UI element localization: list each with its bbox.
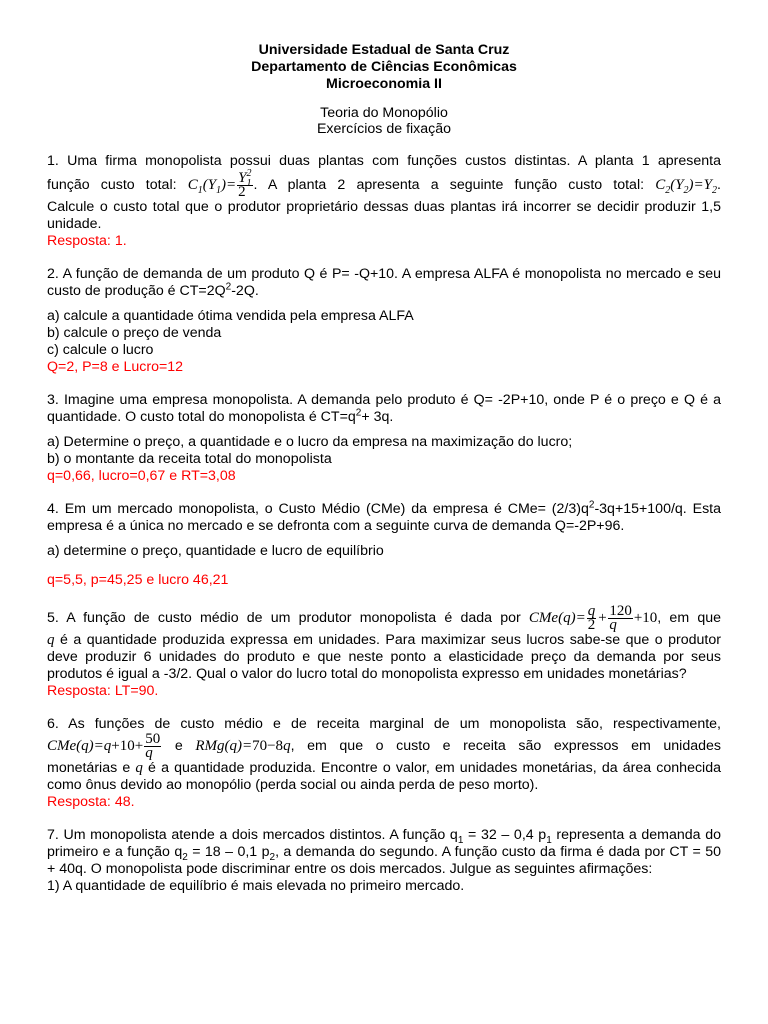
q4-item-a: a) determine o preço, quantidade e lucro de equilíbrio <box>47 543 384 559</box>
q2-item-c: c) calcule o lucro <box>47 342 154 358</box>
q3-answer: q=0,66, lucro=0,67 e RT=3,08 <box>47 468 236 484</box>
q5-body: q é a quantidade produzida expressa em unidades. Para maximizar seus lucros sabe-se que o produtor deve produzir 6 unidades do produto e que neste ponto a elasticidade preço da demanda por seus produtos é igual a -3/2. Qual o valor do lucro total do monopolista expresso em unidades monetárias? <box>47 632 721 683</box>
q3-text: 3. Imagine uma empresa monopolista. A demanda pelo produto é Q= -2P+10, onde P é o preço e Q é a quantidade. O custo total do monopolista é $CT=q^2+ 3q$. <box>47 392 721 425</box>
q2-answer: Q=2, P=8 e Lucro=12 <box>47 359 184 375</box>
question-2 <box>47 266 721 376</box>
topic-title: Teoria do Monopólio <box>320 105 448 121</box>
question-6 <box>47 716 721 811</box>
q1-mid: . A planta 2 apresenta a seguinte função custo total: <box>253 176 645 193</box>
q5-answer: Resposta: LT=90. <box>47 683 159 700</box>
subtitle: Exercícios de fixação <box>316 121 452 137</box>
question-7 <box>47 827 721 895</box>
q3-item-b: b) o montante da receita total do monopolista <box>47 451 332 467</box>
document-page <box>47 42 721 895</box>
q1-answer: Resposta: 1. <box>47 233 127 249</box>
q4-answer: q=5,5, p=45,25 e lucro 46,21 <box>47 572 229 588</box>
q1-line3: Calcule o custo total que o produtor proprietário dessas duas plantas irá incorrer se decidir produzir 1,5 unidade. <box>47 199 721 232</box>
question-4 <box>47 501 721 589</box>
question-1 <box>47 153 721 250</box>
question-3 <box>47 392 721 485</box>
q6-line1: 6. As funções de custo médio e de receita marginal de um monopolista são, respectivamente, <box>47 716 721 733</box>
q6-answer: Resposta: 48. <box>47 794 135 811</box>
q6-formula-cme: CMe(q)=q+10+ $\frac{50}{q}$ <box>47 731 161 762</box>
q4-text: 4. Em um mercado monopolista, o Custo Médio (CMe) da empresa é $CMe= (2/3)q^2-3q+15+100/q$. Esta empresa é a única no mercado e se defronta com a seguinte curva de demanda Q=-2P+96. <box>47 499 721 534</box>
department-name: Departamento de Ciências Econômicas <box>251 59 517 75</box>
university-name: Universidade Estadual de Santa Cruz <box>258 42 510 58</box>
q6-line2: CMe(q)=q+10+ $\frac{50}{q}$ e RMg(q)=70−8q, em que o custo e receita são expressos em unidades <box>47 731 721 762</box>
q1-formula-c1: $C_1(Y_1)=$ $\frac{Y_1^2}{2}$ <box>187 168 252 200</box>
q2-item-a: a) calcule a quantidade ótima vendida pela empresa ALFA <box>47 308 414 324</box>
q1-formula-c2: $C_2(Y_2)=Y_2$ <box>655 176 718 196</box>
q1-pre: função custo total: <box>47 176 177 193</box>
q6-formula-rmg: RMg(q)=70−8q <box>195 738 291 755</box>
q2-item-b: b) calcule o preço de venda <box>47 325 222 341</box>
q1-line1: 1. Uma firma monopolista possui duas plantas com funções custos distintas. A planta 1 apresenta <box>47 153 721 169</box>
q3-item-a: a) Determine o preço, a quantidade e o lucro da empresa na maximização do lucro; <box>47 434 573 450</box>
q5-line1: 5. A função de custo médio de um produtor monopolista é dada por CMe(q)= $\frac{q}{2}$ + $\frac{120}{q}$ +10, em que <box>47 603 721 634</box>
q7-text: 7. Um monopolista atende a dois mercados distintos. A função $q_1 = 32 - 0,4$ $p_1$ representa a demanda do primeiro e a função $q_2 = 18 - 0,1$ $p_2$, a demanda do segundo. A função custo da firma é dada por CT = 50 + 40q. O monopolista pode discriminar entre os dois mercados. Julgue as seguintes afirmações: <box>47 827 722 878</box>
q7-item-1: 1) A quantidade de equilíbrio é mais elevada no primeiro mercado. <box>47 878 465 895</box>
q1-line2: função custo total: $C_1(Y_1)=$ $\frac{Y_1^2}{2}$ . A planta 2 apresenta a seguinte função custo total: $C_2(Y_2)=Y_2$. <box>47 168 721 200</box>
course-name: Microeconomia II <box>326 76 442 92</box>
q5-formula: CMe(q)= $\frac{q}{2}$ + $\frac{120}{q}$ +10 <box>528 603 658 634</box>
q6-line3: monetárias e q é a quantidade produzida. Encontre o valor, em unidades monetárias, da área conhecida como ônus devido ao monopólio (perda social ou ainda perda de peso morto). <box>47 760 721 794</box>
question-5 <box>47 605 721 700</box>
q2-text: 2. A função de demanda de um produto Q é P= -Q+10. A empresa ALFA é monopolista no mercado e seu custo de produção é $CT=2Q^2-2Q$. <box>47 266 721 299</box>
